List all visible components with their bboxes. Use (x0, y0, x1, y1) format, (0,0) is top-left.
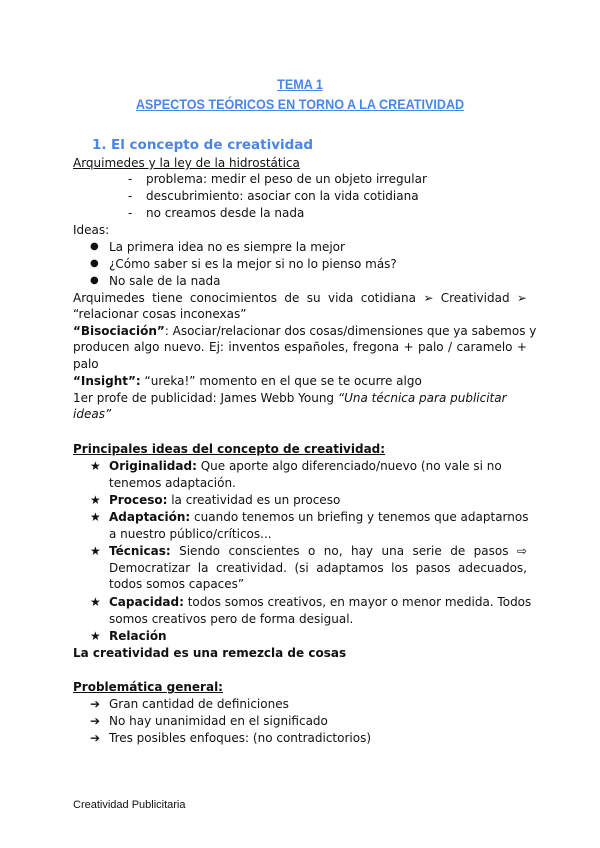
principle-text: Que aporte algo diferenciado/nuevo (no vale si no (196, 459, 502, 473)
page-footer: Creatividad Publicitaria (73, 799, 186, 811)
principle-text-cont: tenemos adaptación. (109, 476, 236, 490)
idea-item: No sale de la nada (109, 274, 221, 288)
principle-item (109, 458, 527, 474)
problem-item: Gran cantidad de definiciones (109, 697, 289, 711)
principle-term: Relación (109, 629, 167, 643)
star-icon: ★ (90, 544, 101, 558)
principle-term: Técnicas: (109, 544, 171, 558)
arrow-icon: ➔ (90, 714, 101, 728)
dash-item: problema: medir el peso de un objeto irregular (146, 172, 427, 186)
principle-text-cont: somos creativos pero de forma desigual. (109, 612, 354, 626)
arrow-icon: ➔ (90, 697, 101, 711)
star-icon: ★ (90, 595, 101, 609)
profe-line (73, 390, 527, 406)
principales-heading: Principales ideas del concepto de creatividad: (73, 442, 386, 456)
bisociacion-line (73, 323, 537, 339)
bullet-icon: ● (90, 241, 99, 252)
bisociacion-line: producen algo nuevo. Ej: inventos españoles, fregona + palo / caramelo + (73, 340, 527, 354)
insight-definition: “ureka!” momento en el que se te ocurre algo (140, 374, 422, 388)
tema-title: TEMA 1 (277, 76, 323, 92)
star-icon: ★ (90, 459, 101, 473)
principle-item (109, 594, 532, 610)
dash-item: no creamos desde la nada (146, 206, 305, 220)
principle-item (109, 509, 528, 525)
principle-term: Adaptación: (109, 510, 191, 524)
principle-item (109, 492, 340, 508)
book-title-cont: ideas” (73, 407, 112, 421)
problematica-heading: Problemática general: (73, 680, 223, 694)
bullet-icon: ● (90, 275, 99, 286)
book-title: “Una técnica para publicitar (337, 391, 507, 405)
insight-term: “Insight”: (73, 374, 141, 388)
problem-item: Tres posibles enfoques: (no contradictorios) (109, 731, 372, 745)
section-heading: El concepto de creatividad (111, 137, 314, 153)
principle-text: todos somos creativos, en mayor o menor medida. Todos (183, 595, 532, 609)
principle-text: Siendo conscientes o no, hay una serie de pasos ⇨ (170, 544, 527, 558)
bisociacion-definition: : Asociar/relacionar dos cosas/dimensiones que ya sabemos y (164, 324, 537, 338)
idea-item: La primera idea no es siempre la mejor (109, 240, 345, 254)
star-icon: ★ (90, 510, 101, 524)
principle-term: Originalidad: (109, 459, 197, 473)
bisociacion-line: palo (73, 357, 99, 371)
profe-text: 1er profe de publicidad: James Webb Young (73, 391, 338, 405)
dash-marker: - (128, 172, 133, 186)
principle-text-cont: todos somos capaces” (109, 577, 245, 591)
principle-term: Proceso: (109, 493, 168, 507)
document-subtitle: ASPECTOS TEÓRICOS EN TORNO A LA CREATIVIDAD (135, 96, 465, 112)
idea-item: ¿Cómo saber si es la mejor si no lo pienso más? (109, 257, 397, 271)
principales-conclusion: La creatividad es una remezcla de cosas (73, 646, 347, 660)
star-icon: ★ (90, 493, 101, 507)
arrow-icon: ➔ (90, 731, 101, 745)
star-icon: ★ (90, 629, 101, 643)
principle-text: la creatividad es un proceso (167, 493, 341, 507)
principle-term: Capacidad: (109, 595, 184, 609)
bisociacion-term: “Bisociación” (73, 324, 165, 338)
dash-marker: - (128, 189, 133, 203)
problem-item: No hay unanimidad en el significado (109, 714, 328, 728)
arquimedes-paragraph-line: “relacionar cosas inconexas” (73, 307, 247, 321)
section-number: 1. (92, 137, 107, 153)
ideas-label: Ideas: (73, 223, 110, 237)
principle-text-cont: a nuestro público/críticos... (109, 527, 272, 541)
bullet-icon: ● (90, 258, 99, 269)
dash-marker: - (128, 206, 133, 220)
principle-text-cont: Democratizar la creatividad. (si adaptamos los pasos adecuados, (109, 561, 527, 575)
principle-item (109, 543, 527, 559)
dash-item: descubrimiento: asociar con la vida cotidiana (146, 189, 419, 203)
arquimedes-title: Arquimedes y la ley de la hidrostática (73, 156, 300, 170)
insight-line (73, 373, 422, 389)
principle-text: cuando tenemos un briefing y tenemos que adaptarnos (190, 510, 529, 524)
arquimedes-paragraph-line: Arquimedes tiene conocimientos de su vida cotidiana ➢ Creatividad ➢ (73, 291, 527, 305)
